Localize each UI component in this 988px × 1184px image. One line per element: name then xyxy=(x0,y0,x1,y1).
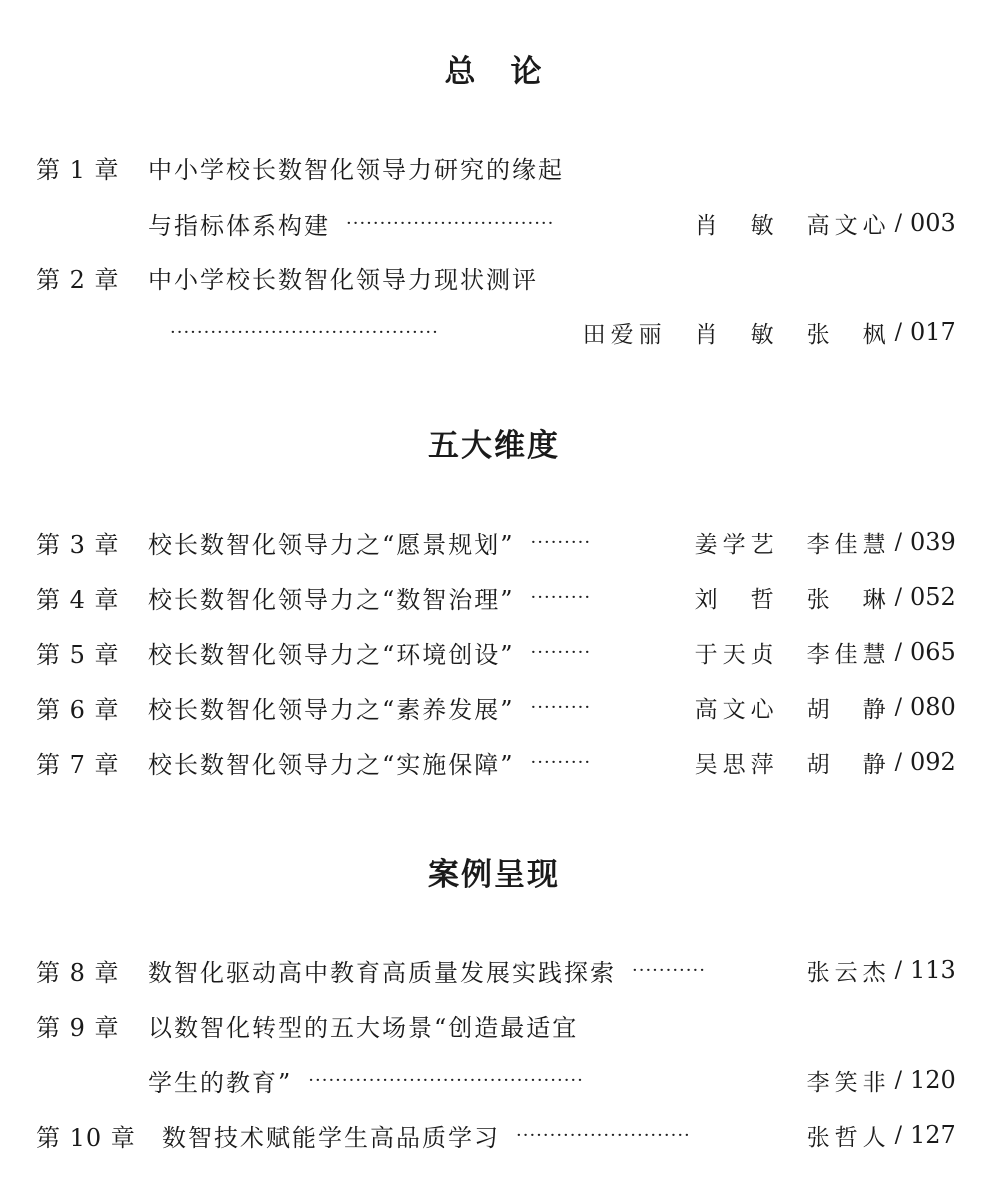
separator: / xyxy=(894,319,902,345)
toc-entry-ch10[interactable] xyxy=(36,1118,956,1152)
page-number: 052 xyxy=(910,583,956,611)
chapter-label: 第 6 章 xyxy=(36,695,120,724)
chapter-title: 中小学校长数智化领导力研究的缘起 xyxy=(148,155,564,184)
section-title-cases: 案例呈现 xyxy=(428,857,560,893)
chapter-label: 第 9 章 xyxy=(36,1013,120,1042)
page-number: 127 xyxy=(910,1121,956,1149)
page-number: 003 xyxy=(910,209,956,237)
toc-entry-ch7[interactable] xyxy=(36,745,956,779)
chapter-label: 第 3 章 xyxy=(36,530,120,559)
section-title-general: 总 论 xyxy=(444,54,544,90)
chapter-authors: 张云杰 xyxy=(806,959,891,986)
leader-dots: ········· xyxy=(530,531,592,553)
chapter-authors: 张哲人 xyxy=(806,1124,891,1151)
page-number: 092 xyxy=(910,748,956,776)
chapter-label: 第 7 章 xyxy=(36,750,120,779)
chapter-title: 校长数智化领导力之“愿景规划” xyxy=(148,530,515,559)
leader-dots: ······························· xyxy=(346,212,555,234)
toc-entry-ch4[interactable] xyxy=(36,580,956,614)
chapter-title: 以数智化转型的五大场景“创造最适宜 xyxy=(148,1013,579,1042)
separator: / xyxy=(894,210,902,236)
section-title-dimensions: 五大维度 xyxy=(428,428,560,464)
toc-entry-ch6[interactable] xyxy=(36,690,956,724)
leader-dots: ·························· xyxy=(516,1124,691,1146)
chapter-title: 校长数智化领导力之“实施保障” xyxy=(148,750,515,779)
chapter-authors: 吴思萍 胡 静 xyxy=(694,751,891,778)
page-number: 065 xyxy=(910,638,956,666)
toc-entry-ch1[interactable] xyxy=(36,150,952,184)
chapter-authors: 于天贞 李佳慧 xyxy=(694,641,891,668)
separator: / xyxy=(894,529,902,555)
separator: / xyxy=(894,749,902,775)
chapter-authors: 刘 哲 张 琳 xyxy=(694,586,891,613)
separator: / xyxy=(894,639,902,665)
chapter-authors: 姜学艺 李佳慧 xyxy=(694,531,891,558)
leader-dots: ··········· xyxy=(632,959,706,981)
chapter-authors: 高文心 胡 静 xyxy=(694,696,891,723)
chapter-authors: 李笑非 xyxy=(806,1069,891,1096)
chapter-title-cont: 学生的教育” xyxy=(148,1068,293,1097)
chapter-authors: 田爱丽 肖 敏 张 枫 xyxy=(582,321,891,348)
chapter-title: 校长数智化领导力之“素养发展” xyxy=(148,695,515,724)
separator: / xyxy=(894,1122,902,1148)
page-number: 113 xyxy=(910,956,956,984)
toc-entry-ch9-cont[interactable] xyxy=(36,1063,956,1097)
separator: / xyxy=(894,1067,902,1093)
page-number: 080 xyxy=(910,693,956,721)
page-number: 017 xyxy=(910,318,956,346)
chapter-label: 第 1 章 xyxy=(36,155,120,184)
leader-dots: ········· xyxy=(530,696,592,718)
chapter-authors: 肖 敏 高文心 xyxy=(694,212,891,239)
leader-dots: ········· xyxy=(530,751,592,773)
chapter-label: 第 10 章 xyxy=(36,1123,136,1152)
toc-entry-ch8[interactable] xyxy=(36,953,956,987)
chapter-label: 第 2 章 xyxy=(36,265,120,294)
separator: / xyxy=(894,957,902,983)
chapter-title: 数智技术赋能学生高品质学习 xyxy=(162,1123,500,1152)
chapter-title: 中小学校长数智化领导力现状测评 xyxy=(148,265,538,294)
leader-dots: ········· xyxy=(530,641,592,663)
toc-entry-ch5[interactable] xyxy=(36,635,956,669)
chapter-title: 校长数智化领导力之“数智治理” xyxy=(148,585,515,614)
page-number: 039 xyxy=(910,528,956,556)
separator: / xyxy=(894,584,902,610)
page-number: 120 xyxy=(910,1066,956,1094)
toc-entry-ch2-cont[interactable] xyxy=(36,315,956,349)
toc-entry-ch2[interactable] xyxy=(36,260,952,294)
leader-dots: ········································· xyxy=(308,1069,584,1091)
toc-entry-ch9[interactable] xyxy=(36,1008,952,1042)
chapter-label: 第 8 章 xyxy=(36,958,120,987)
toc-entry-ch3[interactable] xyxy=(36,525,956,559)
chapter-label: 第 4 章 xyxy=(36,585,120,614)
chapter-title: 校长数智化领导力之“环境创设” xyxy=(148,640,515,669)
leader-dots: ········································ xyxy=(170,321,439,343)
leader-dots: ········· xyxy=(530,586,592,608)
chapter-title-cont: 与指标体系构建 xyxy=(148,211,330,240)
chapter-label: 第 5 章 xyxy=(36,640,120,669)
toc-entry-ch1-cont[interactable] xyxy=(36,206,956,240)
separator: / xyxy=(894,694,902,720)
chapter-title: 数智化驱动高中教育高质量发展实践探索 xyxy=(148,958,616,987)
